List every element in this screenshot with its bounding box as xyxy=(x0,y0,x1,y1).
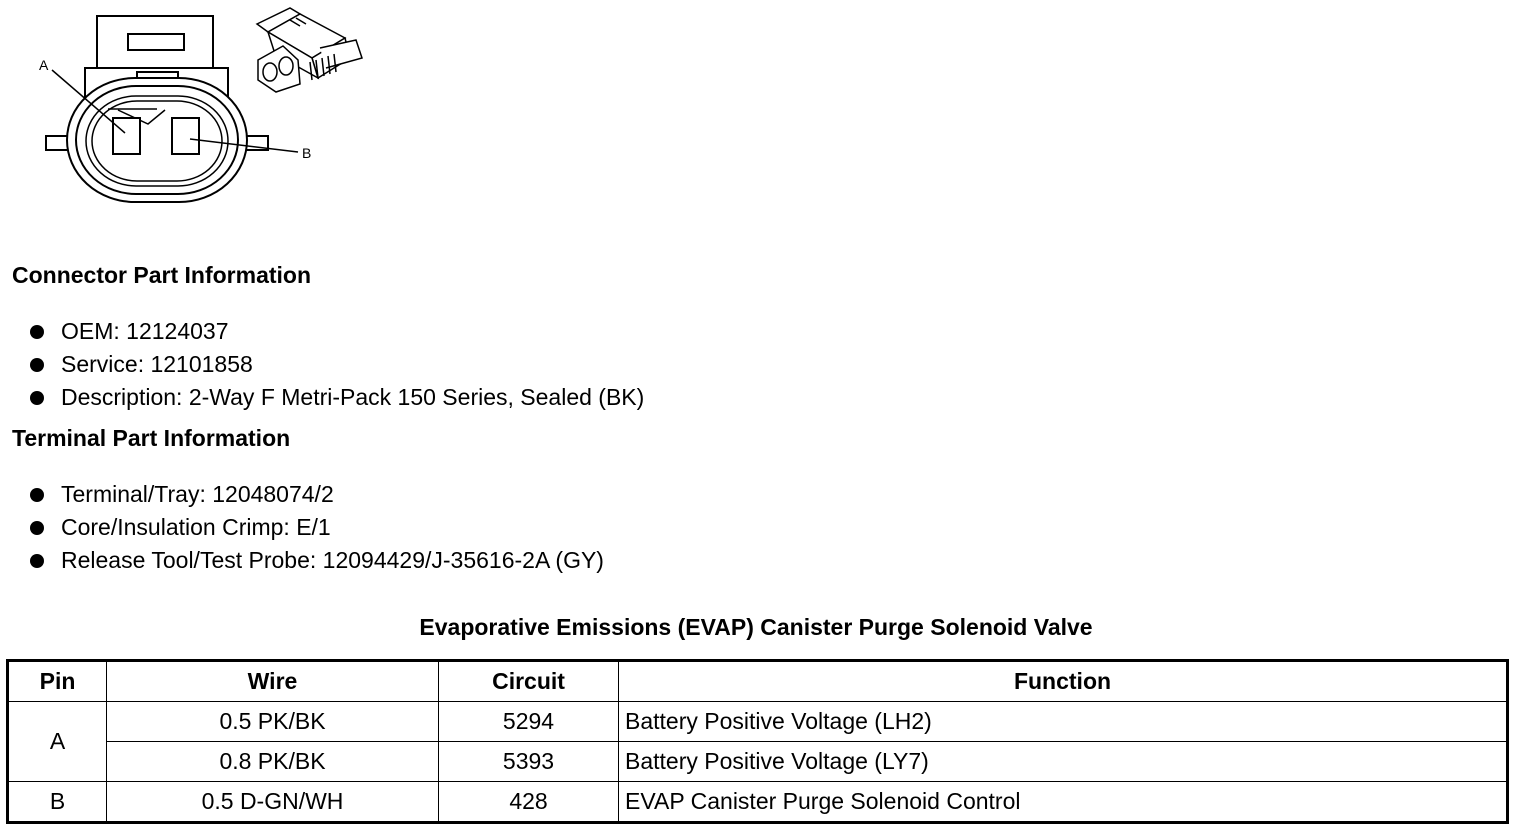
column-header-pin: Pin xyxy=(8,661,107,702)
connector-part-info-list xyxy=(30,315,644,414)
list-item-text: Service: 12101858 xyxy=(61,351,253,377)
list-item-text: Description: 2-Way F Metri-Pack 150 Series, Sealed (BK) xyxy=(61,384,645,410)
list-item-text: Release Tool/Test Probe: 12094429/J-35616-2A (GY) xyxy=(61,547,604,573)
connector-diagram xyxy=(0,0,400,225)
connector-face-view xyxy=(0,0,400,225)
list-item xyxy=(30,381,644,414)
table-row xyxy=(8,782,1508,823)
function-cell: Battery Positive Voltage (LY7) xyxy=(619,742,1508,782)
table-header-row xyxy=(8,661,1508,702)
pin-cell: A xyxy=(8,702,107,782)
connector-part-info-heading: Connector Part Information xyxy=(12,262,312,288)
list-item xyxy=(30,478,604,511)
list-item xyxy=(30,315,644,348)
column-header-circuit: Circuit xyxy=(439,661,619,702)
table-row xyxy=(8,742,1508,782)
bullet-icon xyxy=(30,488,44,502)
column-header-wire: Wire xyxy=(107,661,439,702)
bullet-icon xyxy=(30,358,44,372)
wire-cell: 0.5 PK/BK xyxy=(107,702,439,742)
list-item xyxy=(30,348,644,381)
bullet-icon xyxy=(30,391,44,405)
bullet-icon xyxy=(30,521,44,535)
pinout-table-title: Evaporative Emissions (EVAP) Canister Purge Solenoid Valve xyxy=(419,614,1093,640)
column-header-function: Function xyxy=(619,661,1508,702)
list-item-text: Terminal/Tray: 12048074/2 xyxy=(61,481,334,507)
circuit-cell: 5393 xyxy=(439,742,619,782)
wire-cell: 0.5 D-GN/WH xyxy=(107,782,439,823)
function-cell: Battery Positive Voltage (LH2) xyxy=(619,702,1508,742)
terminal-part-info-list xyxy=(30,478,604,577)
circuit-cell: 5294 xyxy=(439,702,619,742)
list-item-text: Core/Insulation Crimp: E/1 xyxy=(61,514,331,540)
pin-cell: B xyxy=(8,782,107,823)
wire-cell: 0.8 PK/BK xyxy=(107,742,439,782)
list-item xyxy=(30,544,604,577)
connector-iso-sketch xyxy=(257,8,362,92)
circuit-cell: 428 xyxy=(439,782,619,823)
pinout-table xyxy=(6,659,1509,824)
pin-label-a: A xyxy=(39,57,49,73)
bullet-icon xyxy=(30,554,44,568)
list-item xyxy=(30,511,604,544)
function-cell: EVAP Canister Purge Solenoid Control xyxy=(619,782,1508,823)
list-item-text: OEM: 12124037 xyxy=(61,318,229,344)
terminal-part-info-heading: Terminal Part Information xyxy=(12,425,291,451)
bullet-icon xyxy=(30,325,44,339)
pin-label-b: B xyxy=(302,145,312,161)
table-row xyxy=(8,702,1508,742)
